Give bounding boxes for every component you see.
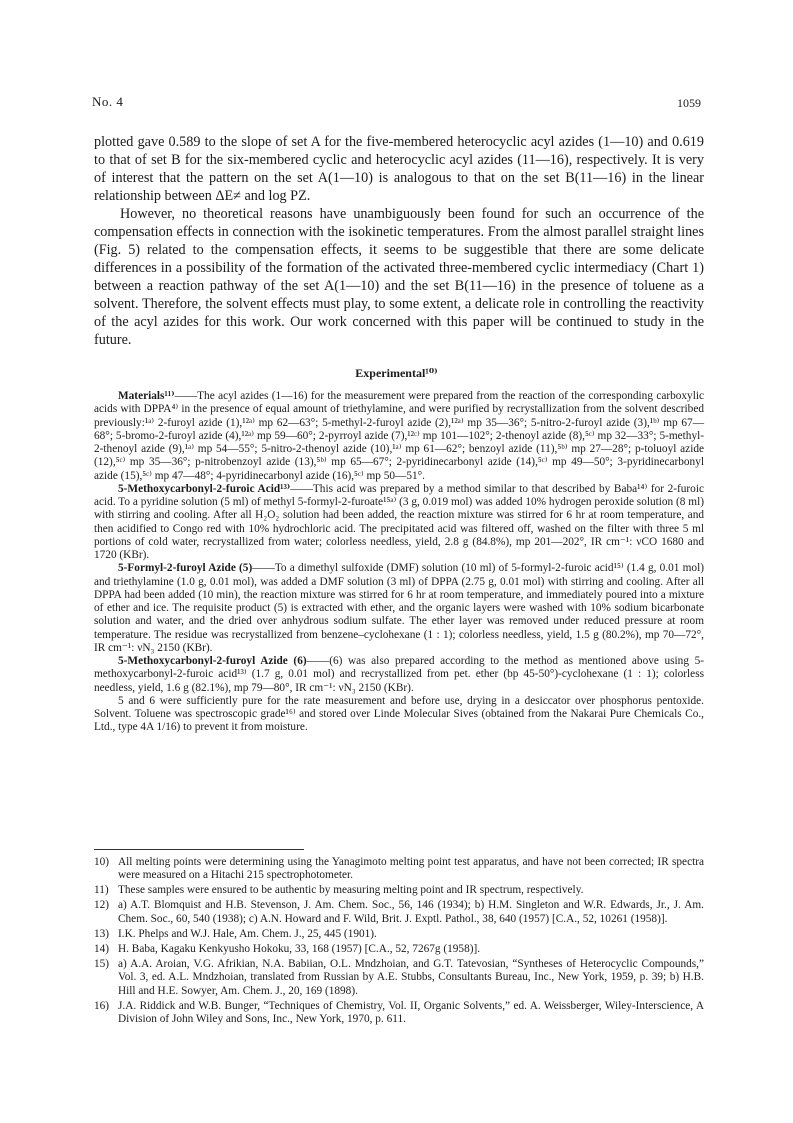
experimental-paragraph	[94, 655, 704, 695]
paragraph-heading: 5-Formyl-2-furoyl Azide (5)	[118, 562, 253, 575]
experimental-section	[94, 390, 704, 735]
footnote	[94, 1000, 704, 1027]
paragraph-text: ——This acid was prepared by a method similar to that described by Baba¹⁴⁾ for 2-furoic acid. To a pyridine solution (5 ml) of methyl 5-formyl-2-furoate¹⁵ᵃ⁾ (3 g, 0.019 mol) was added 10% hydrogen peroxide solution (8 ml) with stirring and cooling. After all H₂O₂ solution had been added, the reaction mixture was stirred for 6 hr at room temperature, and then acidified to Congo red with 10% hydrochloric acid. The precipitated acid was filtered off, washed on the filter with three 5 ml portions of cold water, recrystallized from water; colorless needless, yield, 2.8 g (84.8%), mp 201—202°, IR cm⁻¹: νCO 1680 and 1720 (KBr).	[94, 482, 704, 561]
body-paragraph: plotted gave 0.589 to the slope of set A for the five-membered heterocyclic acyl azides (1—10) and 0.619 to that of set B for the six-membered cyclic and heterocyclic acyl azides (11—16), respectively. It is very of interest that the pattern on the set A(1—10) is analogous to that on the set B(11—16) in the linear relationship between ΔE≠ and log PZ.	[94, 134, 704, 204]
paragraph-heading: 5-Methoxycarbonyl-2-furoic Acid¹³⁾	[118, 482, 291, 495]
footnote-text: I.K. Phelps and W.J. Hale, Am. Chem. J., 25, 445 (1901).	[118, 927, 377, 940]
experimental-paragraph	[94, 695, 704, 735]
footnote-number: 10)	[94, 856, 110, 868]
issue-number: No. 4	[92, 94, 124, 109]
footnote-number: 12)	[94, 899, 110, 912]
experimental-paragraph	[94, 562, 704, 655]
footnote-text: a) A.T. Blomquist and H.B. Stevenson, J. Am. Chem. Soc., 56, 146 (1934); b) H.M. Singleton and W.R. Edwards, Jr., J. Am. Chem. Soc., 60, 540 (1938); c) A.N. Howard and F. Wild, Brit. J. Exptl. Pathol., 38, 640 (1957) [C.A., 52, 10261 (1958)].	[118, 899, 704, 925]
footnote	[94, 958, 704, 998]
experimental-paragraph	[94, 483, 704, 563]
footnote-number: 14)	[94, 942, 110, 955]
footnote-text: These samples were ensured to be authentic by measuring melting point and IR spectrum, respectively.	[118, 884, 584, 897]
footnote	[94, 899, 704, 926]
footnote-number: 16)	[94, 999, 110, 1012]
experimental-paragraph	[94, 390, 704, 483]
paragraph-text: ——The acyl azides (1—16) for the measurement were prepared from the reaction of the corresponding carboxylic acids with DPPA⁴⁾ in the presence of equal amount of triethylamine, and were purified by recrystallization from the solvent described previously:¹ᵃ⁾ 2-furoyl azide (1),¹²ᵃ⁾ mp 62—63°; 5-methyl-2-furoyl azide (2),¹²ᵃ⁾ mp 35—36°; 5-nitro-2-furoyl azide (3),¹ᵇ⁾ mp 67—68°; 5-bromo-2-furoyl azide (4),¹²ᵃ⁾ mp 59—60°; 2-pyrroyl azide (7),¹²ᶜ⁾ mp 101—102°; 2-thenoyl azide (8),⁵ᶜ⁾ mp 32—33°; 5-methyl-2-thenoyl azide (9),¹ᵃ⁾ mp 54—55°; 5-nitro-2-thenoyl azide (10),¹ᵃ⁾ mp 61—62°; benzoyl azide (11),⁵ᵇ⁾ mp 27—28°; p-toluoyl azide (12),⁵ᶜ⁾ mp 35—36°; p-nitrobenzoyl azide (13),⁵ᵇ⁾ mp 65—67°; 2-pyridinecarbonyl azide (14),⁵ᶜ⁾ mp 49—50°; 3-pyridinecarbonyl azide (15),⁵ᶜ⁾ mp 47—48°; 4-pyridinecarbonyl azide (16),⁵ᶜ⁾ mp 50—51°.	[94, 390, 704, 482]
paragraph-text: ——(6) was also prepared according to the method as mentioned above using 5-methoxycarbonyl-2-furoic acid¹³⁾ (1.7 g, 0.01 mol) and recrystallized from pet. ether (bp 45-50°)-cyclohexane (1 : 1); colorless needless, yield, 1.6 g (82.1%), mp 79—80°, IR cm⁻¹: νN₃ 2150 (KBr).	[94, 655, 704, 694]
footnote	[94, 943, 704, 956]
footnote-text: J.A. Riddick and W.B. Bunger, “Techniques of Chemistry, Vol. II, Organic Solvents,” ed. A. Weissberger, Wiley-Interscience, A Division of John Wiley and Sons, Inc., New York, 1970, p. 611.	[118, 999, 704, 1026]
page-number: 1059	[677, 96, 701, 110]
paragraph-heading: 5-Methoxycarbonyl-2-furoyl Azide (6)	[118, 655, 307, 667]
footnote-text: All melting points were determining using the Yanagimoto melting point test apparatus, and have not been corrected; IR spectra were measured on a Hitachi 215 spectrophotometer.	[118, 856, 704, 882]
footnote	[94, 928, 704, 941]
footnote	[94, 856, 704, 883]
discussion-text	[94, 133, 704, 349]
footnote-number: 11)	[94, 884, 109, 897]
footnote-number: 15)	[94, 957, 110, 970]
body-paragraph: However, no theoretical reasons have unambiguously been found for such an occurrence of the compensation effects in connection with the isokinetic temperatures. From the almost parallel straight lines (Fig. 5) related to the compensation effects, it seems to be suggestible that there are some delicate differences in a possibility of the formation of the activated three-membered cyclic intermediacy (Chart 1) between a reaction pathway of the set A(1—10) and the set B(11—16) in the presence of toluene as a solvent. Therefore, the solvent effects must play, to some extent, a delicate role in controlling the reactivity of the acyl azides for this work. Our work concerned with this paper will be continued to study in the future.	[94, 206, 704, 348]
footnote-divider	[94, 849, 304, 850]
footnote-number: 13)	[94, 927, 110, 940]
paragraph-text: 5 and 6 were sufficiently pure for the rate measurement and before use, drying in a desiccator over phosphorus pentoxide. Solvent. Toluene was spectroscopic grade¹⁶⁾ and stored over Linde Molecular Sives (obtained from the Nakarai Pure Chemicals Co., Ltd., type 4A 1/16) to prevent it from moisture.	[94, 694, 704, 734]
paragraph-text: ——To a dimethyl sulfoxide (DMF) solution (10 ml) of 5-formyl-2-furoic acid¹⁵⁾ (1.4 g, 0.01 mol) and triethylamine (1.0 g, 0.01 mol), was added a DMF solution (3 ml) of DPPA (2.75 g, 0.01 mol) with stirring and cooling. After all DPPA had been added (10 min), the reaction mixture was stirred for 6 hr at room temperature, and immediately poured into a mixture of ether and ice. The requisite product (5) is extracted with ether, and the organic layers were washed with 10% sodium bicarbonate solution and water, and the dried over anhydrous sodium sulfate. The ether layer was removed under reduced pressure at room temperature. The residue was recrystallized from benzene–cyclohexane (1 : 1); colorless needless, yield, 1.5 g (80.2%), mp 70—72°, IR cm⁻¹: νN₃ 2150 (KBr).	[94, 562, 704, 654]
section-title: Experimental¹⁰⁾	[355, 366, 438, 380]
footnote-text: a) A.A. Aroian, V.G. Afrikian, N.A. Babiian, O.L. Mndzhoian, and G.T. Tatevosian, “Syntheses of Heterocyclic Compounds,” Vol. 3, ed. A.L. Mndzhoian, translated from Russian by A.E. Stubbs, Consultants Bureau, Inc., New York, 1959, p. 39; b) H.B. Hill and H.E. Sowyer, Am. Chem. J., 20, 169 (1898).	[118, 957, 704, 997]
footnote	[94, 884, 704, 897]
footnotes	[94, 856, 704, 1028]
footnote-text: H. Baba, Kagaku Kenkyusho Hokoku, 33, 168 (1957) [C.A., 52, 7267g (1958)].	[118, 942, 481, 955]
paragraph-heading: Materials¹¹⁾	[118, 390, 175, 402]
